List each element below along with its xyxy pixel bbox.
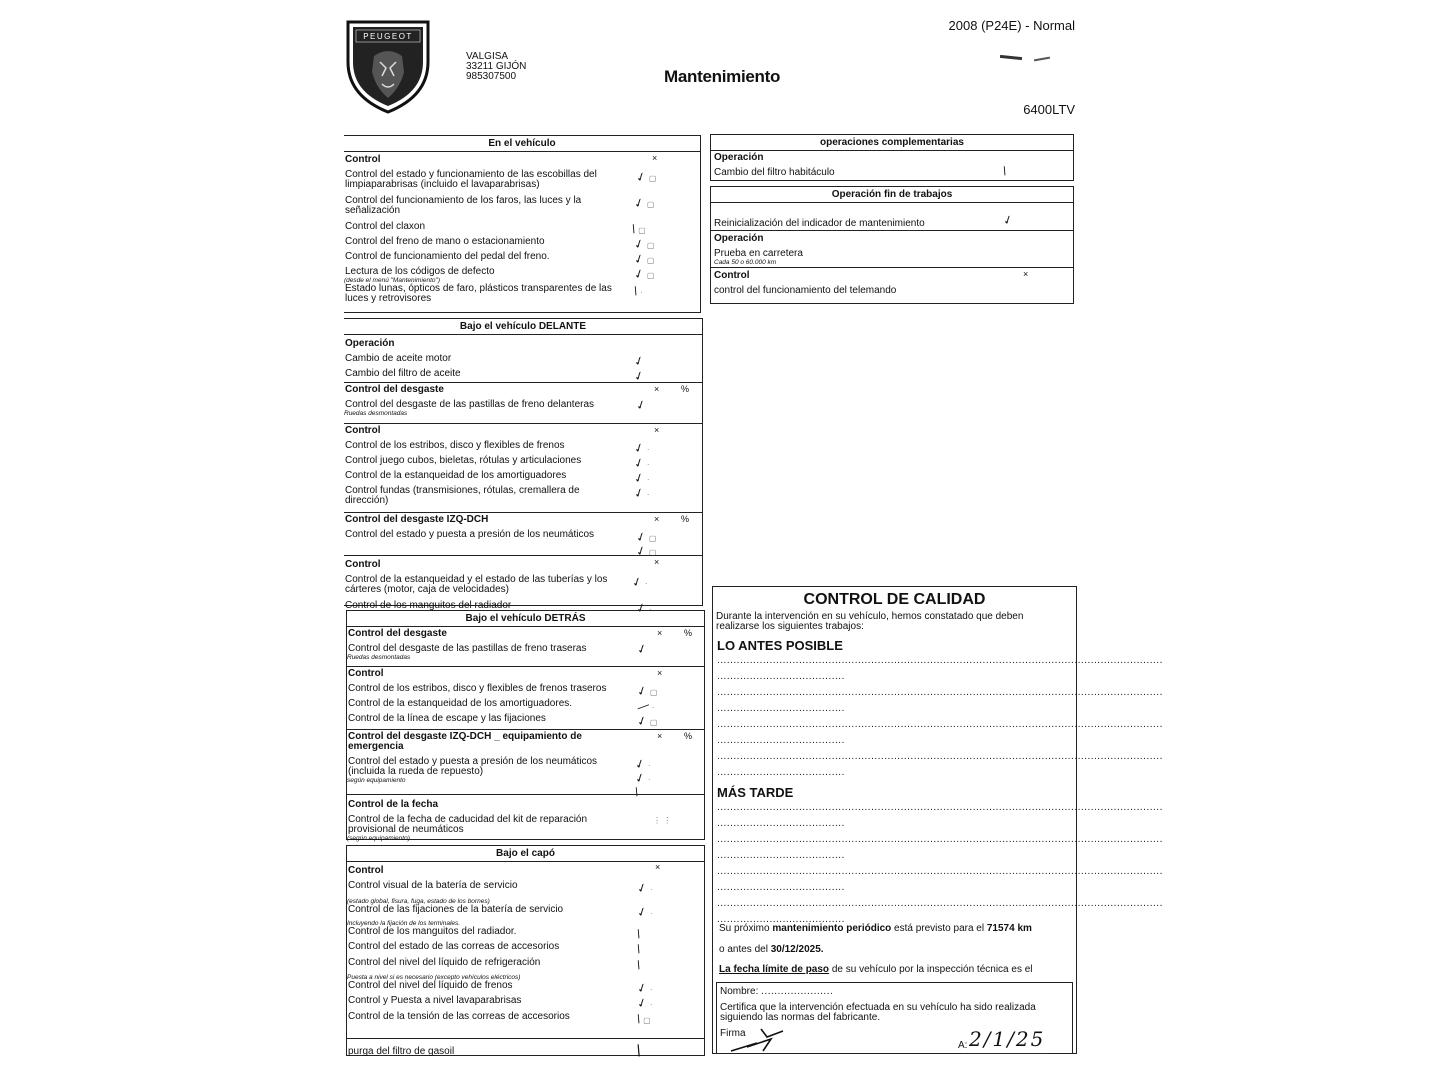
check-mark: ✓ (631, 194, 647, 212)
qc-soon-lines: ........................................................................................................................................ ....................................... ........................................................................................................................................ ....................................... ........................................................................................................................................ ....................................... ........................................................................................................................................ ....................................... (717, 655, 1163, 778)
check-item: Control de la estanqueidad de los amortiguadores. (348, 698, 573, 709)
check-item: Control visual de la batería de servicio (348, 880, 518, 891)
group-label: Operación (714, 233, 764, 244)
col-header-x: × (657, 731, 663, 741)
col-header-x: × (657, 668, 663, 678)
group-label: Control (348, 668, 384, 679)
qc-next-maintenance (716, 924, 1032, 934)
group-label: Control (714, 270, 750, 281)
check-mark: / (634, 941, 643, 957)
nombre-text: Nombre: (720, 986, 759, 997)
check-mark: ✓ (633, 528, 649, 546)
check-item: Control de los estribos, disco y flexibles de frenos traseros (348, 683, 607, 694)
col-header-pct: % (681, 384, 690, 394)
panel-delante: Bajo el vehículo DELANTE Operación Cambio de aceite motor ✓ Cambio del filtro de aceite ✓ × % Control del desgaste Control del desgaste de las pastillas de freno delanteras Ruedas desmontadas ✓ × Control Control de los estribos, disco y flexibles de frenos ✓ · Control juego cubos, bieletas, rótulas y articulaciones ✓ · Control de la estanqueidad de los amortiguadores ✓ · Control fundas (transmisiones, rótulas, cremallera de dirección) ✓ · × % Control del desgaste IZQ-DCH Control del estado y puesta a presión de los neumáticos ✓ ▢ ✓ ▢ × Control Control de la estanqueidad y el estado de las tuberías y los cárteres (motor, caja de velocidades) ✓ · Control de los manguitos del radiador ✓ · (344, 318, 703, 606)
check-item: Control de los estribos, disco y flexibles de frenos (345, 440, 565, 451)
col-header-x: × (652, 153, 658, 163)
group-label: Control del desgaste (348, 628, 447, 639)
check-item: Control del desgaste de las pastillas de freno traseras (348, 643, 587, 654)
item-note: Incluyendo la fijación de los terminales. (347, 920, 461, 927)
check-mark: ✓ (629, 573, 645, 591)
item-note: Puesta a nivel si es necesario (excepto vehículos eléctricos) (347, 974, 521, 981)
qc-title: CONTROL DE CALIDAD (803, 591, 986, 608)
check-item: Control del desgaste de las pastillas de freno delanteras (345, 399, 595, 410)
check-item: Control del estado y puesta a presión de los neumáticos (345, 529, 595, 540)
group-label: Control (345, 559, 381, 570)
check-item: Control de la estanqueidad y el estado de las tuberías y los cárteres (motor, caja de velocidades) (345, 574, 608, 595)
panel-capo: Bajo el capó × Control Control visual de la batería de servicio (estado global, fisura, fuga, estado de los bornes) ✓ · Control de las fijaciones de la batería de servicio Incluyendo la fijación de los terminales. ✓ · Control de los manguitos del radiador. / Control del estado de las correas de accesorios / Control del nivel del líquido de refrigeración Puesta a nivel si es necesario (excepto vehículos eléctricos) / Control del nivel del líquido de frenos ✓ · Control y Puesta a nivel lavaparabrisas ✓ · Control de la tensión de las correas de accesorios / ▢ purga del filtro de gasoil / (346, 845, 705, 1056)
check-item: Control del funcionamiento de los faros, las luces y la señalización (345, 195, 582, 216)
check-mark: / (1000, 163, 1009, 179)
check-item: Cambio del filtro de aceite (345, 368, 461, 379)
check-mark: ✓ (634, 640, 650, 658)
qc-next-date (716, 945, 824, 955)
check-item: purga del filtro de gasoil (348, 1046, 455, 1057)
panel-fin-trabajos (710, 186, 1074, 304)
group-label: Control de la fecha (348, 799, 439, 810)
vehicle-model: 2008 (P24E) - Normal (948, 18, 1075, 33)
check-item: Control del freno de mano o estacionamiento (345, 236, 545, 247)
check-mark: / (632, 784, 641, 800)
check-mark: ✓ (631, 352, 647, 370)
check-item: Control de la fecha de caducidad del kit de reparación provisional de neumáticos (348, 814, 588, 835)
check-mark: ✓ (633, 542, 649, 560)
item-note: (desde el menú "Mantenimiento") (344, 277, 441, 284)
check-mark: ✓ (631, 235, 647, 253)
panel-title: Bajo el vehículo DELANTE (344, 319, 702, 335)
item-note: según equipamiento (347, 777, 406, 784)
col-header-pct: % (684, 731, 693, 741)
item-note: Ruedas desmontadas (347, 654, 411, 661)
itv-bold: La fecha límite de paso (719, 964, 830, 975)
check-item: Control de la estanqueidad de los amortiguadores (345, 470, 567, 481)
firma-label: Firma (720, 1028, 746, 1039)
check-item: Control de la línea de escape y las fijaciones (348, 713, 546, 724)
logo-brand: PEUGEOT (363, 32, 413, 41)
check-item: Control fundas (transmisiones, rótulas, cremallera de dirección) (345, 485, 580, 506)
check-mark: ✓ (631, 469, 647, 487)
qc-later-heading: MÁS TARDE (717, 785, 794, 800)
check-item: Estado lunas, ópticos de faro, plásticos transparentes de las luces y retrovisores (345, 283, 612, 304)
panel-en-el-vehiculo: En el vehículo Control × Control del estado y funcionamiento de las escobillas del limpiaparabrisas (incluido el lavaparabrisas) ✓ ▢ Control del funcionamiento de los faros, las luces y la señalización ✓ ▢ Control del claxon / ▢ Control del freno de mano o estacionamiento ✓ ▢ Control de funcionamiento del pedal del freno. ✓ ▢ Lectura de los códigos de defecto (desde el menú "Mantenimiento") ✓ ▢ Estado lunas, ópticos de faro, plásticos transparentes de las luces y retrovisores / · (344, 135, 701, 313)
group-label: Operación (714, 152, 764, 163)
group-label: Control (345, 154, 381, 165)
check-item: Cambio del filtro habitáculo (714, 167, 835, 178)
check-item: Cambio de aceite motor (345, 353, 452, 364)
check-mark: / (634, 1011, 643, 1027)
check-mark: ✓ (631, 250, 647, 268)
a-label: A: (958, 1040, 968, 1051)
panel-title: Bajo el capó (347, 846, 704, 862)
check-item: Control del nivel del líquido de refrigeración (348, 957, 541, 968)
certifica-text: Certifica que la intervención efectuada en su vehículo ha sido realizada siguiendo las normas del fabricante. (720, 1002, 1036, 1023)
panel-detras: Bajo el vehículo DETRÁS × % Control del desgaste Control del desgaste de las pastillas de freno traseras Ruedas desmontadas ✓ × Control Control de los estribos, disco y flexibles de frenos traseros ✓ ▢ Control de la estanqueidad de los amortiguadores. — · Control de la línea de escape y las fijaciones ✓ ▢ × % Control del desgaste IZQ-DCH _ equipamiento de emergencia Control del estado y puesta a presión de los neumáticos (incluida la rueda de repuesto) según equipamiento ✓ · ✓ · / Control de la fecha Control de la fecha de caducidad del kit de reparación provisional de neumáticos (según equipamiento) ⋮ ⋮ (346, 610, 705, 840)
check-mark: ✓ (634, 979, 650, 997)
check-mark: ✓ (631, 454, 647, 472)
check-item: Control y Puesta a nivel lavaparabrisas (348, 995, 522, 1006)
check-mark: / (629, 221, 638, 237)
check-mark: ✓ (634, 903, 650, 921)
check-mark: ✓ (631, 265, 647, 283)
qc-intro: Durante la intervención en su vehículo, hemos constatado que deben realizarse los siguientes trabajos: (716, 611, 1024, 632)
check-mark: ✓ (633, 396, 649, 414)
check-item: control del funcionamiento del telemando (714, 285, 897, 296)
item-note: Ruedas desmontadas (344, 410, 408, 417)
check-mark: ✓ (1000, 211, 1016, 229)
check-mark: ✓ (634, 994, 650, 1012)
next-prefix: Su próximo (719, 923, 773, 934)
peugeot-logo (344, 18, 432, 114)
col-header-x: × (654, 557, 660, 567)
check-item: Control del nivel del líquido de frenos (348, 980, 513, 991)
dealer-phone: 985307500 (466, 71, 517, 82)
signature-box (716, 982, 1073, 1054)
qc-soon-heading: LO ANTES POSIBLE (717, 638, 843, 653)
col-header-x: × (654, 384, 660, 394)
check-item: Control del estado y puesta a presión de los neumáticos (incluida la rueda de repuesto) (348, 756, 598, 777)
check-mark: ✓ (633, 168, 649, 186)
check-item: Control de funcionamiento del pedal del freno. (345, 251, 550, 262)
dealer-city: 33211 GIJÓN (466, 61, 527, 72)
a-date: 2/1/25 (969, 1027, 1046, 1051)
firma-signature (727, 1025, 797, 1055)
date-value: 30/12/2025. (770, 944, 824, 955)
item-note: (según equipamiento) (347, 835, 410, 842)
check-item: Control de la tensión de las correas de accesorios (348, 1011, 570, 1022)
check-mark: — (634, 697, 652, 715)
col-header-x: × (654, 425, 660, 435)
check-mark: ✓ (633, 599, 649, 617)
itv-rest: de su vehículo por la inspección técnica es el (829, 964, 1033, 975)
nombre-label: Nombre: ...................... (720, 986, 834, 997)
group-label: Operación (345, 338, 395, 349)
panel-title: Bajo el vehículo DETRÁS (347, 611, 704, 627)
check-item: Control de las fijaciones de la batería de servicio (348, 904, 564, 915)
group-label: Control del desgaste IZQ-DCH (345, 514, 489, 525)
item-note: (estado global, fisura, fuga, estado de los bornes) (347, 898, 490, 905)
item-note: Cada 50 o 60.000 km (714, 259, 777, 266)
check-item: Control del claxon (345, 221, 426, 232)
a-date-line (962, 1053, 1047, 1054)
check-mark: ✓ (634, 682, 650, 700)
date-prefix: o antes del (719, 944, 771, 955)
panel-title: Operación fin de trabajos (711, 187, 1073, 203)
next-km: 71574 km (986, 923, 1032, 934)
check-mark: ✓ (632, 755, 648, 773)
check-item: Lectura de los códigos de defecto (345, 266, 495, 277)
qc-itv (716, 965, 1033, 975)
check-item: Prueba en carretera (714, 248, 803, 259)
group-label: Control (348, 865, 384, 876)
check-mark: / (631, 283, 640, 299)
vehicle-plate: 6400LTV (1023, 102, 1075, 117)
check-item: Control del estado y funcionamiento de las escobillas del limpiaparabrisas (incluido el lavaparabrisas) (345, 169, 597, 190)
check-item: Control de los manguitos del radiador (345, 600, 512, 611)
document-title: Mantenimiento (664, 67, 781, 86)
pen-stroke (1000, 55, 1022, 60)
check-item: Control de los manguitos del radiador. (348, 926, 517, 937)
quality-control-panel (712, 586, 1163, 1054)
pen-stroke (1034, 57, 1050, 62)
col-header-x: × (1023, 269, 1029, 279)
check-item: Reinicialización del indicador de mantenimiento (714, 218, 925, 229)
check-mark: ✓ (634, 879, 650, 897)
check-mark: ✓ (631, 367, 647, 385)
qc-later-lines: ........................................................................................................................................ ....................................... ........................................................................................................................................ ....................................... ........................................................................................................................................ ....................................... ........................................................................................................................................ ....................................... (717, 802, 1163, 925)
check-mark: / (634, 957, 643, 973)
check-item: Control del estado de las correas de accesorios (348, 941, 560, 952)
col-header-x: × (654, 514, 660, 524)
col-header-x: × (657, 628, 663, 638)
panel-title: operaciones complementarias (711, 135, 1073, 151)
check-mark: / (634, 1042, 645, 1061)
next-mid: está previsto para el (891, 923, 987, 934)
panel-title: En el vehículo (344, 136, 700, 152)
check-mark: ✓ (631, 484, 647, 502)
col-header-pct: % (684, 628, 693, 638)
group-label: Control (345, 425, 381, 436)
check-mark: ✓ (631, 439, 647, 457)
check-mark: ✓ (634, 712, 650, 730)
col-header-pct: % (681, 514, 690, 524)
check-mark: / (634, 926, 643, 942)
check-mark: ✓ (632, 769, 648, 787)
next-bold: mantenimiento periódico (772, 923, 892, 934)
group-label: Control del desgaste (345, 384, 444, 395)
panel-complementarias (710, 134, 1074, 181)
dealer-name: VALGISA (466, 51, 509, 62)
dealer-address (466, 52, 526, 82)
group-label: Control del desgaste IZQ-DCH _ equipamiento de emergencia (348, 731, 582, 752)
check-item: Control juego cubos, bieletas, rótulas y articulaciones (345, 455, 582, 466)
col-header-x: × (655, 862, 661, 872)
